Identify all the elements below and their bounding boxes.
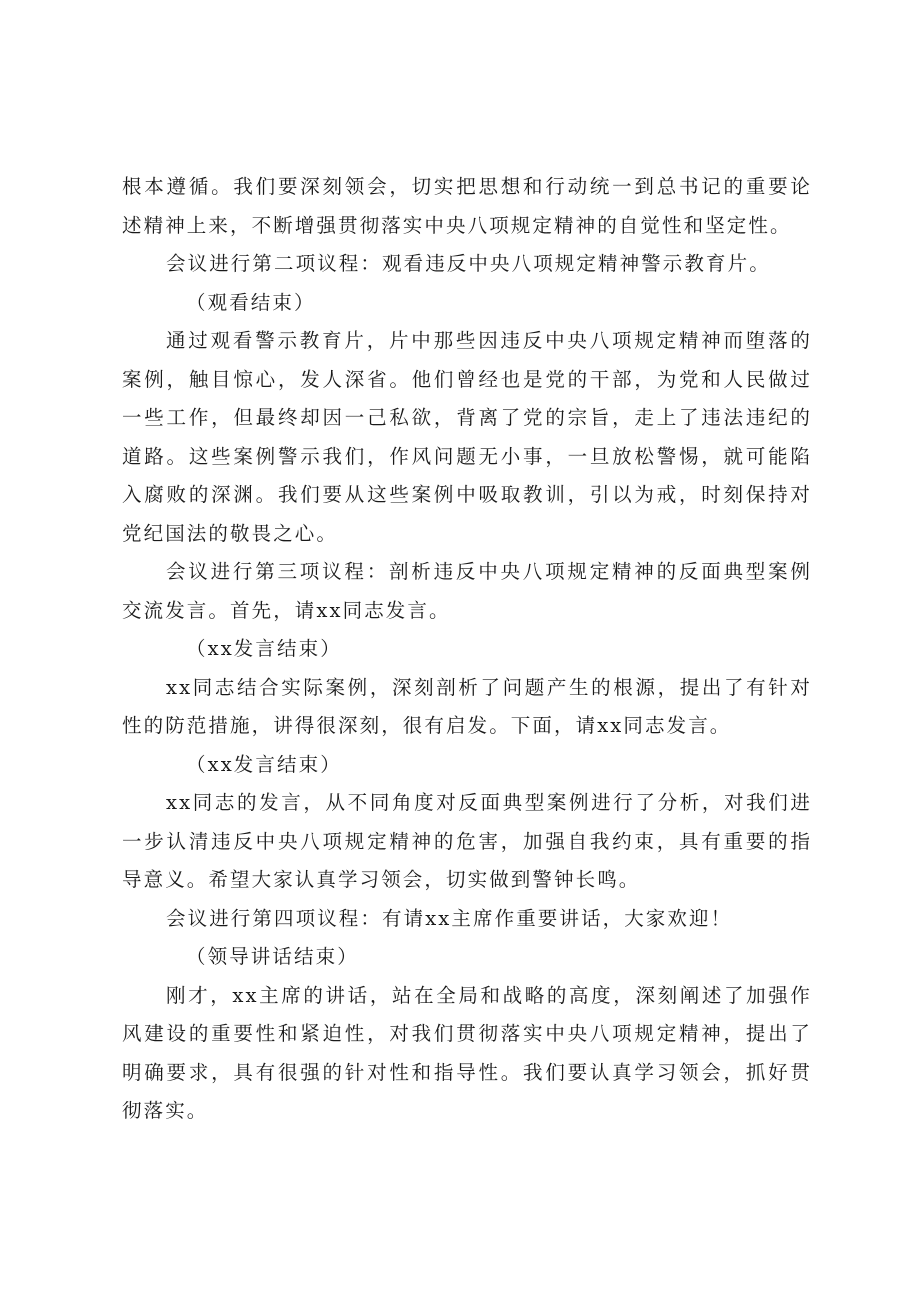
stage-note-speech-ended-1: （xx发言结束） [186,637,342,660]
stage-note-speech-ended-2: （xx发言结束） [186,752,342,776]
stage-note-leader-speech-ended: （领导讲话结束） [186,945,359,968]
paragraph-speech-comment-2: xx同志的发言，从不同角度对反面典型案例进行了分析，对我们进一步认清违反中央八项规定精神的危害，加强自我约束，具有重要的指导意义。希望大家认真学习领会，切实做到警钟长鸣。 [122,791,812,891]
document-body [122,168,812,1131]
agenda-item-4: 会议进行第四项议程：有请xx主席作重要讲话，大家欢迎！ [166,906,733,930]
paragraph-leader-speech-summary: 刚才，xx主席的讲话，站在全局和战略的高度，深刻阐述了加强作风建设的重要性和紧迫性，对我们贯彻落实中央八项规定精神，提出了明确要求，具有很强的针对性和指导性。我们要认真学习领会，抓好贯彻落实。 [122,983,812,1122]
paragraph-warning-film-reflection: 通过观看警示教育片，片中那些因违反中央八项规定精神而堕落的案例，触目惊心，发人深省。他们曾经也是党的干部，为党和人民做过一些工作，但最终却因一己私欲，背离了党的宗旨，走上了违法违纪的道路。这些案例警示我们，作风问题无小事，一旦放松警惕，就可能陷入腐败的深渊。我们要从这些案例中吸取教训，引以为戒，时刻保持对党纪国法的敬畏之心。 [122,329,812,545]
stage-note-viewing-ended: （观看结束） [186,290,316,314]
agenda-item-2: 会议进行第二项议程：观看违反中央八项规定精神警示教育片。 [166,252,771,275]
agenda-item-3: 会议进行第三项议程：剖析违反中央八项规定精神的反面典型案例交流发言。首先，请xx同志发言。 [122,560,812,622]
paragraph-speech-comment-1: xx同志结合实际案例，深刻剖析了问题产生的根源，提出了有针对性的防范措施，讲得很深刻，很有启发。下面，请xx同志发言。 [122,675,812,737]
paragraph-continuation: 根本遵循。我们要深刻领会，切实把思想和行动统一到总书记的重要论述精神上来，不断增强贯彻落实中央八项规定精神的自觉性和坚定性。 [122,175,812,237]
